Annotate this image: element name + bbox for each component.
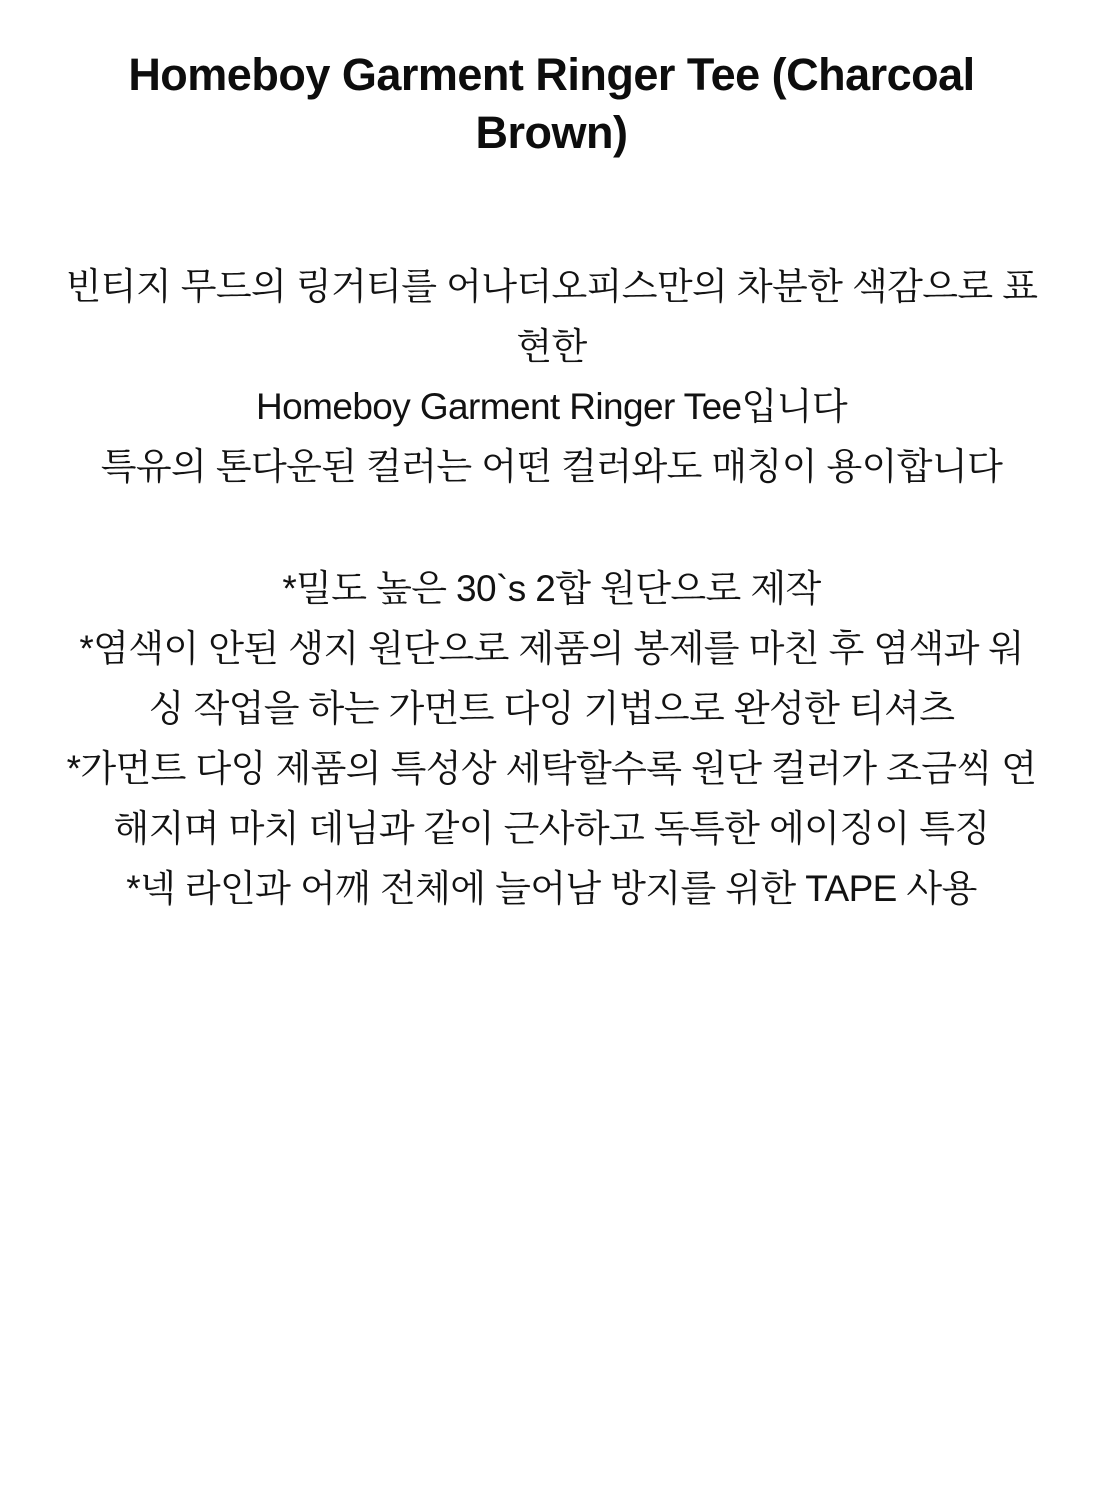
feature-paragraph-block (62, 559, 1041, 919)
feature-line: *가먼트 다잉 제품의 특성상 세탁할수록 원단 컬러가 조금씩 연해지며 마치 데님과 같이 근사하고 독특한 에이징이 특징 (66, 747, 1037, 849)
feature-line: *넥 라인과 어깨 전체에 늘어남 방지를 위한 TAPE 사용 (126, 867, 977, 909)
feature-line: *밀도 높은 30`s 2합 원단으로 제작 (282, 567, 821, 609)
title-spacer (62, 161, 1041, 257)
intro-line: Homeboy Garment Ringer Tee입니다 (256, 386, 847, 428)
intro-line: 빈티지 무드의 링거티를 어나더오피스만의 차분한 색감으로 표현한 (65, 266, 1038, 368)
feature-line: *염색이 안된 생지 원단으로 제품의 봉제를 마친 후 염색과 워싱 작업을 하는 가먼트 다잉 기법으로 완성한 티셔츠 (79, 627, 1024, 729)
section-spacer (62, 497, 1041, 559)
intro-line: 특유의 톤다운된 컬러는 어떤 컬러와도 매칭이 용이합니다 (100, 446, 1003, 487)
intro-paragraph-block (62, 257, 1041, 497)
page-title: Homeboy Garment Ringer Tee (Charcoal Brown) (128, 49, 975, 158)
